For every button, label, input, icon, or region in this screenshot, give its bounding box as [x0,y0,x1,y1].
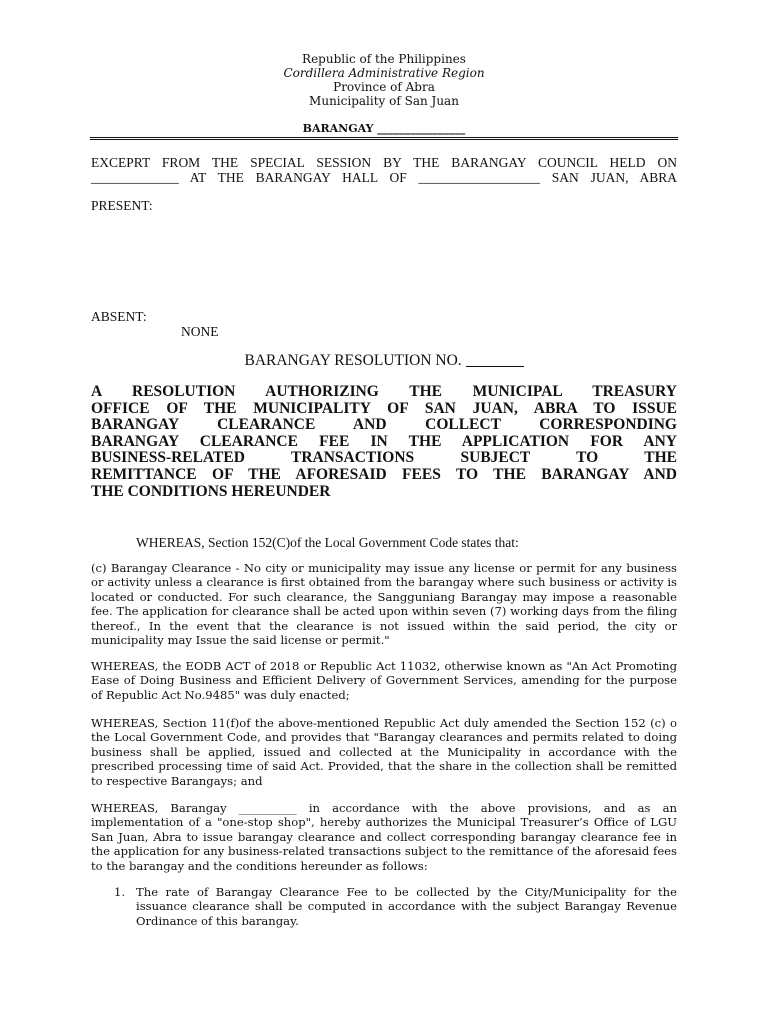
resolution-number [0,352,768,369]
excerpt-line-2: _____________ AT THE BARANGAY HALL OF __________________ SAN JUAN, ABRA [91,170,677,185]
barangay-name-line: BARANGAY ________________ [302,122,466,135]
divider-rule-double [90,139,678,140]
resolution-title [91,384,677,500]
whereas-eodb-act: WHEREAS, the EODB ACT of 2018 or Republic Act 11032, otherwise known as "An Act Promoting Ease of Doing Business and Efficient Delivery of Government Services, amending for the purpose of Republic Act No.9485" was duly enacted; [91,659,677,702]
title-line: BARANGAY CLEARANCE FEE IN THE APPLICATION FOR ANY [91,432,677,450]
title-line: BARANGAY CLEARANCE AND COLLECT CORRESPONDING [91,416,677,434]
title-line: REMITTANCE OF THE AFORESAID FEES TO THE BARANGAY AND [91,465,677,483]
excerpt-line-1: EXCEPRT FROM THE SPECIAL SESSION BY THE BARANGAY COUNCIL HELD ON [91,155,677,170]
title-line: THE CONDITIONS HEREUNDER [91,482,331,500]
title-line: BUSINESS-RELATED TRANSACTIONS SUBJECT TO THE [91,449,677,467]
quoted-provision: (c) Barangay Clearance - No city or municipality may issue any license or permit for any business or activity unless a clearance is first obtained from the barangay where such business or activity is located or conducted. For such clearance, the Sangguniang Barangay may impose a reasonable fee. The application for clearance shall be acted upon within seven (7) working days from the filing thereof., In the event that the clearance is not issued within the said period, the city or municipality may Issue the said license or permit." [91,561,677,648]
absent-label: ABSENT: [91,309,147,324]
resolution-number-label: BARANGAY RESOLUTION NO. [244,352,462,369]
whereas-authorization: WHEREAS, Barangay __________ in accordance with the above provisions, and as an implementation of a "one-stop shop", hereby authorizes the Municipal Treasurer’s Office of LGU San Juan, Abra to issue barangay clearance and collect corresponding barangay clearance fee in the application for any business-related transactions subject to the remittance of the aforesaid fees to the barangay and the conditions hereunder as follows: [91,801,677,873]
header-province: Province of Abra [333,80,435,94]
divider-rule [90,137,678,138]
resolution-number-blank [466,352,524,367]
title-line: A RESOLUTION AUTHORIZING THE MUNICIPAL TREASURY [91,383,677,400]
header-republic: Republic of the Philippines [302,52,466,66]
list-item-number: 1. [114,885,126,899]
list-item: The rate of Barangay Clearance Fee to be collected by the City/Municipality for the issuance clearance shall be computed in accordance with the subject Barangay Revenue Ordinance of this barangay. [136,885,677,928]
whereas-section-11f: WHEREAS, Section 11(f)of the above-mentioned Republic Act duly amended the Section 152 (c) o the Local Government Code, and provides that "Barangay clearances and permits related to doing business shall be applied, issued and collected at the Municipality in accordance with the prescribed processing time of said Act. Provided, that the share in the collection shall be remitted to respective Barangays; and [91,716,677,788]
absent-value: NONE [181,324,219,339]
present-label: PRESENT: [91,198,153,213]
title-line: OFFICE OF THE MUNICIPALITY OF SAN JUAN, ABRA TO ISSUE [91,399,677,417]
header-region: Cordillera Administrative Region [283,66,485,80]
whereas-section-152: WHEREAS, Section 152(C)of the Local Government Code states that: [136,535,519,550]
header-municipality: Municipality of San Juan [309,94,459,108]
